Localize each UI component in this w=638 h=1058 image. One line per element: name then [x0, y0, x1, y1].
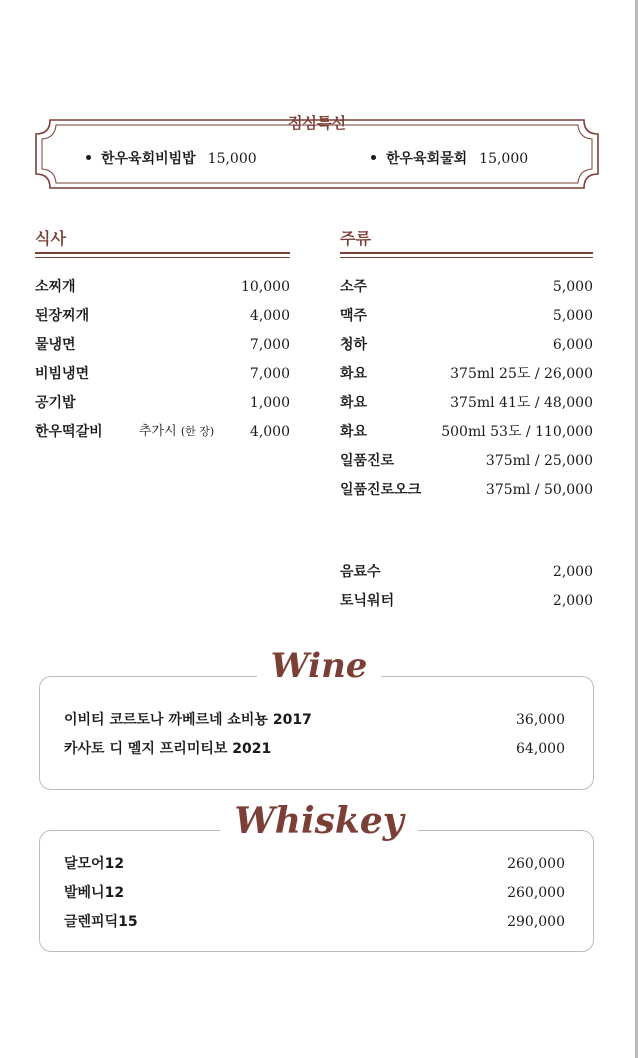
- item-price: 500ml 53도 / 110,000: [441, 424, 593, 440]
- item-desc: 추가시: [139, 424, 177, 439]
- item-price: 4,000: [249, 308, 290, 324]
- menu-row: [35, 421, 290, 443]
- lunch-item-price: 15,000: [479, 151, 529, 167]
- lunch-special-frame: [30, 106, 604, 202]
- wine-box: [39, 676, 594, 790]
- wine-row: [64, 709, 565, 731]
- menu-row: [340, 276, 593, 298]
- whiskey-row: [64, 911, 565, 933]
- item-price: 4,000: [249, 424, 290, 440]
- item-name: 화요: [340, 395, 368, 411]
- wine-name: 카사토 디 멜지 프리미티보 2021: [64, 741, 272, 757]
- item-name: 일품진로오크: [340, 482, 422, 498]
- item-price: 375ml 41도 / 48,000: [450, 395, 593, 411]
- item-name: 한우떡갈비: [35, 424, 103, 440]
- bullet-icon: [86, 155, 91, 160]
- item-price: 2,000: [552, 593, 593, 609]
- item-name: 소주: [340, 279, 368, 295]
- whiskey-name: 달모어12: [64, 856, 125, 872]
- item-note: (한 장): [180, 425, 215, 438]
- menu-row: [35, 392, 290, 414]
- wine-price: 64,000: [516, 741, 565, 757]
- item-price: 5,000: [552, 279, 593, 295]
- lunch-item-name: 한우육회물회: [386, 151, 468, 167]
- whiskey-row: [64, 853, 565, 875]
- whiskey-name: 글렌피딕15: [64, 914, 138, 930]
- meal-heading: 식사: [35, 229, 66, 248]
- item-price: 375ml / 25,000: [485, 453, 593, 469]
- menu-row: [340, 363, 593, 385]
- item-name: 비빔냉면: [35, 366, 90, 382]
- menu-row: [340, 450, 593, 472]
- item-price: 7,000: [249, 366, 290, 382]
- item-name: 된장찌개: [35, 308, 90, 324]
- item-price: 2,000: [552, 564, 593, 580]
- meal-divider: [35, 252, 290, 258]
- menu-row: [35, 334, 290, 356]
- item-name: 청하: [340, 337, 368, 353]
- whiskey-title: Whiskey: [220, 800, 417, 842]
- lunch-item: [86, 148, 257, 168]
- whiskey-box: [39, 830, 594, 952]
- item-name: 공기밥: [35, 395, 76, 411]
- lunch-item: [371, 148, 528, 168]
- whiskey-price: 260,000: [507, 885, 565, 901]
- item-name: 화요: [340, 424, 368, 440]
- whiskey-price: 290,000: [507, 914, 565, 930]
- bullet-icon: [371, 155, 376, 160]
- menu-row: [35, 276, 290, 298]
- drinks-divider: [340, 252, 593, 258]
- wine-price: 36,000: [516, 712, 565, 728]
- item-price: 6,000: [552, 337, 593, 353]
- menu-row: [340, 590, 593, 612]
- item-price: 5,000: [552, 308, 593, 324]
- menu-row: [340, 392, 593, 414]
- wine-title-wrap: [0, 646, 638, 686]
- item-name: 음료수: [340, 564, 381, 580]
- menu-row: [340, 479, 593, 501]
- menu-row: [35, 363, 290, 385]
- lunch-item-name: 한우육회비빔밥: [101, 151, 196, 167]
- item-name: 물냉면: [35, 337, 76, 353]
- item-price: 375ml / 50,000: [485, 482, 593, 498]
- item-name: 토닉워터: [340, 593, 395, 609]
- wine-name: 이비티 코르토나 까베르네 쇼비뇽 2017: [64, 712, 312, 728]
- menu-row: [340, 561, 593, 583]
- drinks-heading: 주류: [340, 229, 371, 248]
- item-price: 10,000: [241, 279, 290, 295]
- item-name: 소찌개: [35, 279, 76, 295]
- menu-row: [340, 334, 593, 356]
- item-name: 맥주: [340, 308, 368, 324]
- menu-row: [340, 305, 593, 327]
- item-price: 375ml 25도 / 26,000: [450, 366, 593, 382]
- item-price: 7,000: [249, 337, 290, 353]
- item-name: 화요: [340, 366, 368, 382]
- lunch-title: 점심특선: [288, 114, 346, 132]
- whiskey-row: [64, 882, 565, 904]
- whiskey-price: 260,000: [507, 856, 565, 872]
- item-price: 1,000: [249, 395, 290, 411]
- menu-row: [35, 305, 290, 327]
- wine-row: [64, 738, 565, 760]
- item-name: 일품진로: [340, 453, 395, 469]
- lunch-item-price: 15,000: [207, 151, 257, 167]
- whiskey-name: 발베니12: [64, 885, 125, 901]
- wine-title: Wine: [257, 646, 382, 686]
- menu-row: [340, 421, 593, 443]
- whiskey-title-wrap: [0, 800, 638, 842]
